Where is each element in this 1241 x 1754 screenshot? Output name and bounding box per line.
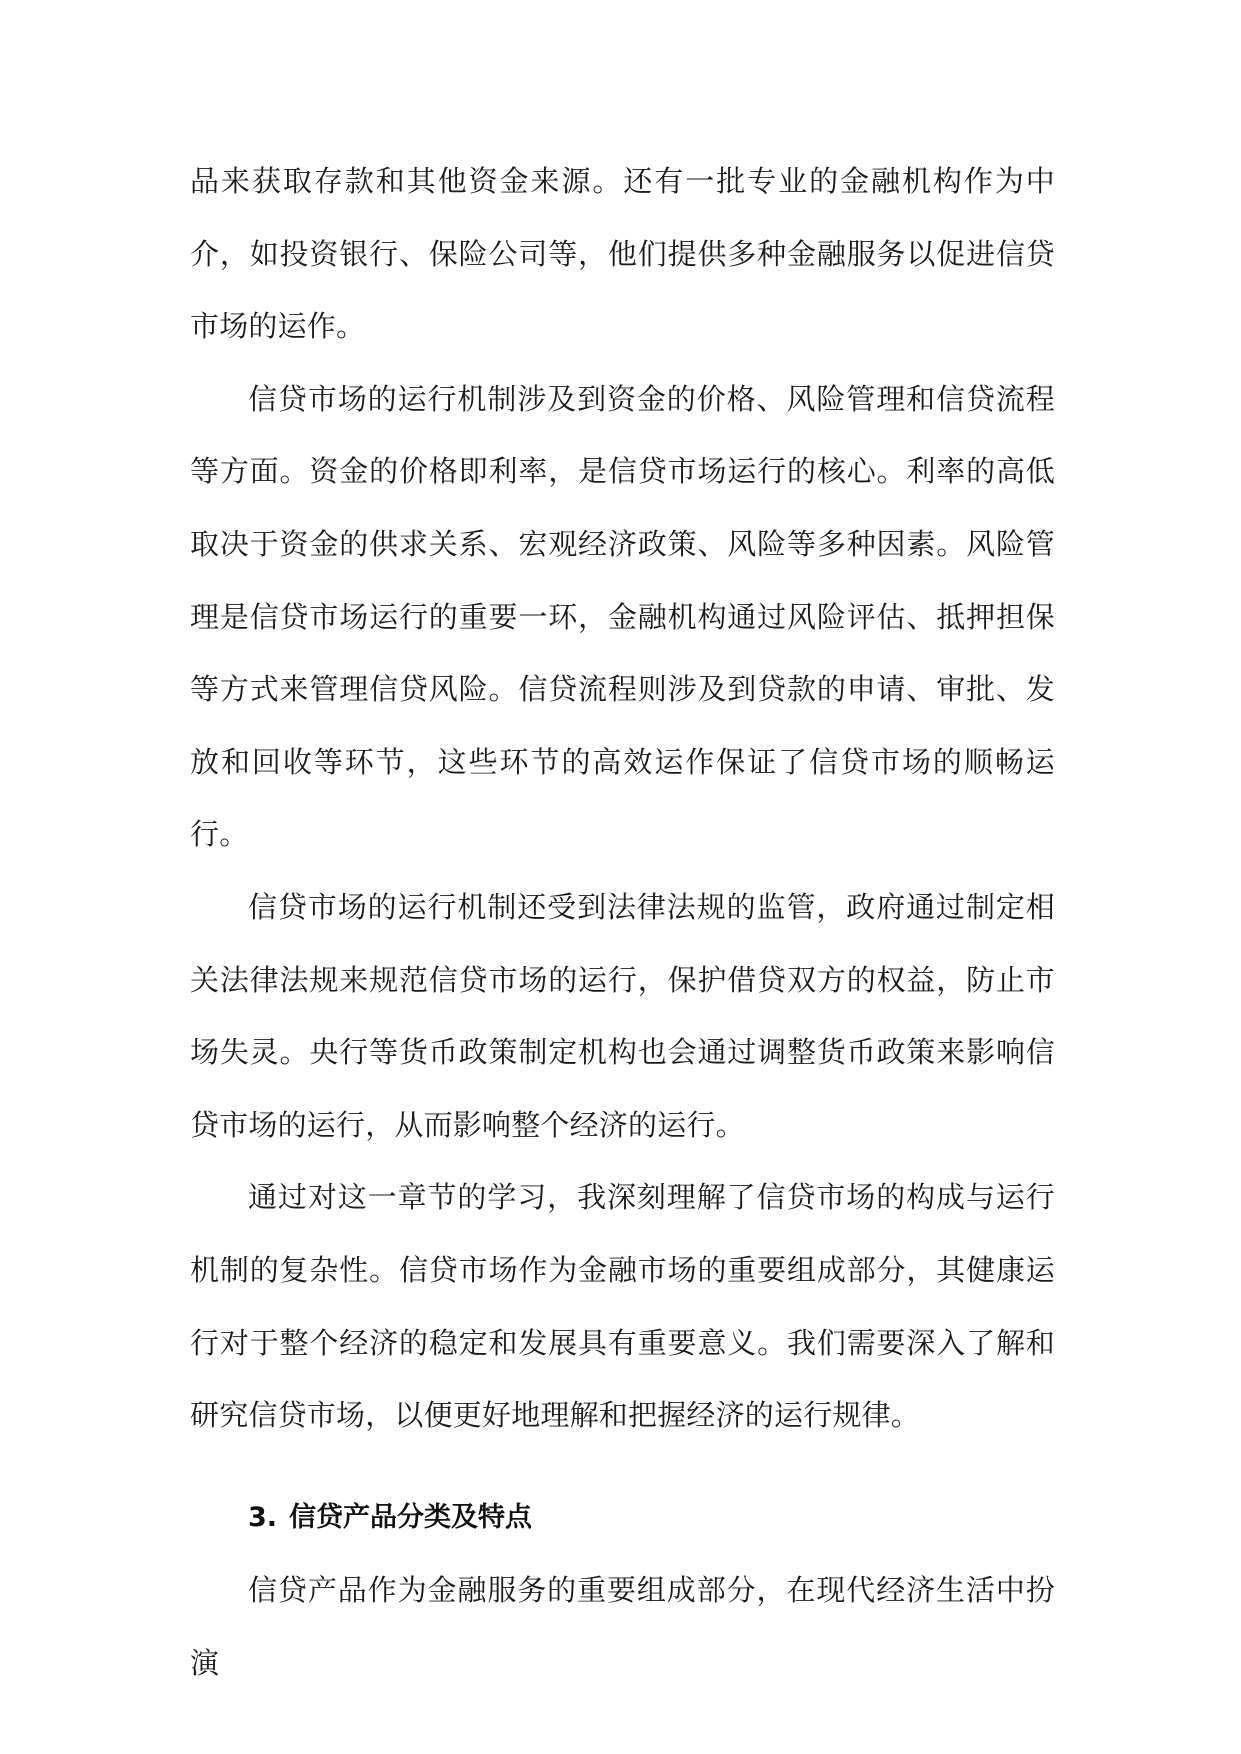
section-heading	[190, 1482, 1055, 1555]
document-body	[190, 145, 1055, 1699]
paragraph-summary: 通过对这一章节的学习，我深刻理解了信贷市场的构成与运行机制的复杂性。信贷市场作为金融市场的重要组成部分，其健康运行对于整个经济的稳定和发展具有重要意义。我们需要深入了解和研究信贷市场，以便更好地理解和把握经济的运行规律。	[190, 1180, 1055, 1433]
paragraph-credit-products: 信贷产品作为金融服务的重要组成部分，在现代经济生活中扮演	[190, 1573, 1055, 1680]
section-number: 3.	[248, 1501, 278, 1533]
paragraph-regulation: 信贷市场的运行机制还受到法律法规的监管，政府通过制定相关法律法规来规范信贷市场的运行，保护借贷双方的权益，防止市场失灵。央行等货币政策制定机构也会通过调整货币政策来影响信贷市场的运行，从而影响整个经济的运行。	[190, 889, 1055, 1142]
paragraph-operating-mechanism: 信贷市场的运行机制涉及到资金的价格、风险管理和信贷流程等方面。资金的价格即利率，是信贷市场运行的核心。利率的高低取决于资金的供求关系、宏观经济政策、风险等多种因素。风险管理是信贷市场运行的重要一环，金融机构通过风险评估、抵押担保等方式来管理信贷风险。信贷流程则涉及到贷款的申请、审批、发放和回收等环节，这些环节的高效运作保证了信贷市场的顺畅运行。	[190, 381, 1055, 852]
paragraph-continued: 品来获取存款和其他资金来源。还有一批专业的金融机构作为中介，如投资银行、保险公司等，他们提供多种金融服务以促进信贷市场的运作。	[190, 164, 1055, 344]
section-title: 信贷产品分类及特点	[289, 1501, 533, 1533]
